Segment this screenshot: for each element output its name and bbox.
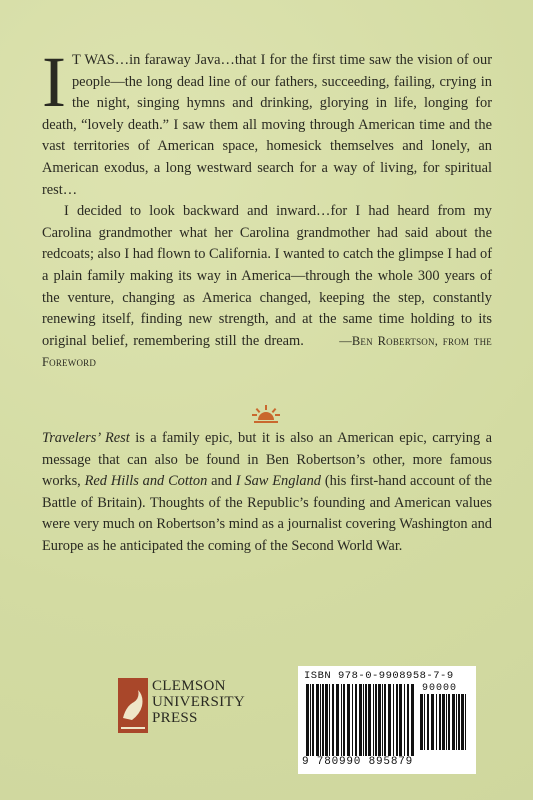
addon-barcode-bars	[420, 694, 466, 750]
barcode-bar	[420, 694, 423, 750]
publisher-logo	[118, 678, 248, 733]
barcode-bar	[316, 684, 319, 756]
barcode-bar	[448, 694, 450, 750]
barcode-bar	[325, 684, 328, 756]
barcode-bar	[456, 694, 457, 750]
book-title-travelers-rest: Travelers’ Rest	[42, 430, 130, 446]
book-title-red-hills: Red Hills and Cotton	[84, 473, 208, 490]
barcode-bar	[452, 694, 455, 750]
barcode-bar	[378, 684, 381, 756]
barcode-bar	[347, 684, 350, 756]
barcode-bar	[341, 684, 342, 756]
barcode-bar	[439, 694, 441, 750]
sun-ornament-icon	[252, 404, 280, 424]
barcode-bar	[396, 684, 398, 756]
barcode-bar	[446, 694, 447, 750]
foreword-quote	[42, 42, 492, 374]
barcode-bar	[384, 684, 386, 756]
barcode-bar	[329, 684, 330, 756]
barcode-bar	[424, 694, 425, 750]
isbn-label: ISBN 978-0-9908958-7-9	[304, 670, 454, 682]
barcode-bar	[359, 684, 362, 756]
quote-attribution: —Ben Robertson, from the Foreword	[42, 333, 492, 370]
barcode-bar	[382, 684, 383, 756]
barcode-bar	[312, 684, 314, 756]
barcode-bar	[399, 684, 402, 756]
barcode-bar	[363, 684, 364, 756]
quote-paragraph-1-text: T WAS…in faraway Java…that I for the first time saw the vision of our people—the long dead line of our fathers, succeeding, failing, crying in the night, singing hymns and drinking, glorying in life, longing for death, “lovely death.” I saw them all moving through American time and the vast territories of American space, homesick themselves and lonely, an American exodus, a long westward search for a way of living, for spiritual rest…	[42, 52, 492, 198]
barcode-bar	[431, 694, 434, 750]
barcode-bar	[404, 684, 405, 756]
barcode-bar	[332, 684, 334, 756]
barcode-bar	[306, 684, 309, 756]
barcode-bar	[407, 684, 409, 756]
book-title-i-saw-england: I Saw England	[235, 473, 321, 490]
tiger-emblem-icon	[118, 678, 148, 733]
barcode-bar	[373, 684, 374, 756]
barcode-bar	[461, 694, 464, 750]
barcode-bar	[320, 684, 321, 756]
ean-digits: 9 780990 895879	[302, 756, 414, 768]
isbn-barcode	[298, 666, 476, 774]
barcode-bar	[393, 684, 394, 756]
description-paragraph: Travelers’ Rest is a family epic, but it is also an American epic, carrying a message that can also be found in Ben Robertson’s other, more famous works, Red Hills and Cotton and I Saw England (his first-hand account of the Battle of Britain). Thoughts of the Republic’s founding and American values were very much on Robertson’s mind as a journalist covering Washington and Europe as he anticipated the coming of the Second World War.	[42, 430, 493, 554]
barcode-bar	[368, 684, 371, 756]
quote-paragraph-1	[42, 42, 492, 201]
barcode-bar	[411, 684, 414, 756]
quote-paragraph-2-text: I decided to look backward and inward…for I had heard from my Carolina grandmother what her Carolina grandmother had said about the redcoats; also I had flown to California. I wanted to catch the glimpse I had of a plain family making its way in America—through the whole 300 years of the venture, changing as America changed, keeping the step, constantly renewing itself, finding new strength, and at the same time holding to its original belief, remembering still the dream.	[42, 203, 492, 349]
barcode-bar	[458, 694, 460, 750]
barcode-bar	[388, 684, 391, 756]
publisher-name: CLEMSON UNIVERSITY PRESS	[152, 678, 245, 726]
barcode-bar	[436, 694, 437, 750]
drop-cap: I	[42, 42, 66, 122]
barcode-bar	[355, 684, 357, 756]
barcode-bar	[352, 684, 353, 756]
barcode-bar	[442, 694, 445, 750]
ean-barcode-bars	[306, 684, 414, 756]
barcode-bar	[310, 684, 311, 756]
barcode-bar	[336, 684, 339, 756]
barcode-bar	[427, 694, 429, 750]
barcode-bar	[465, 694, 466, 750]
barcode-bar	[365, 684, 367, 756]
barcode-bar	[343, 684, 345, 756]
barcode-bar	[375, 684, 377, 756]
price-code: 90000	[422, 683, 458, 694]
book-description	[42, 428, 492, 558]
quote-paragraph-2	[42, 201, 492, 374]
barcode-bar	[322, 684, 324, 756]
